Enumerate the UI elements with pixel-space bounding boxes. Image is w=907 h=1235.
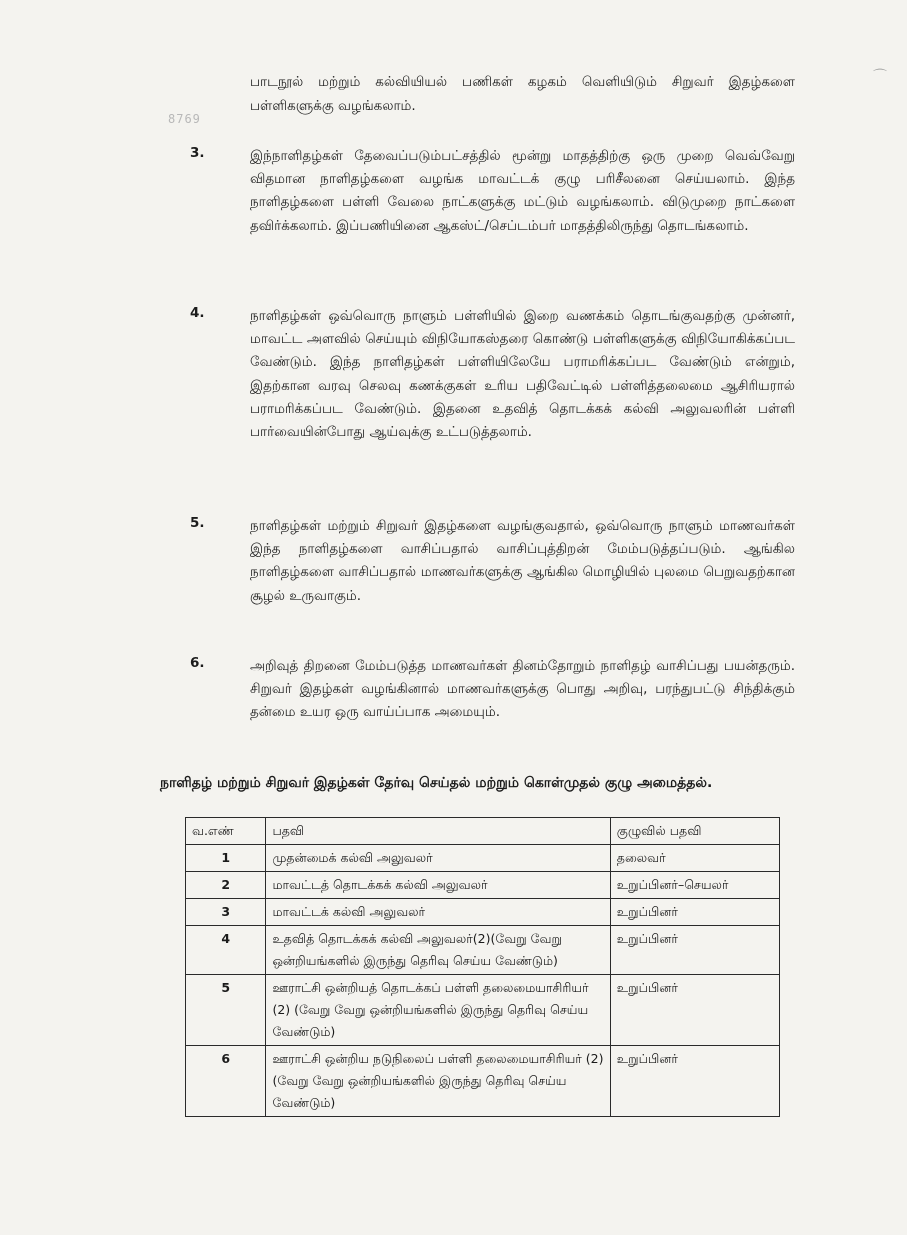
table-row	[186, 1046, 780, 1117]
table-header-row	[186, 818, 780, 845]
table-row	[186, 926, 780, 975]
margin-mark: ⌒	[873, 69, 887, 85]
cell-designation: மாவட்டத் தொடக்கக் கல்வி அலுவலர்	[266, 872, 610, 899]
header-designation: பதவி	[266, 818, 610, 845]
cell-committee-post: உறுப்பினர்	[610, 899, 779, 926]
item-number: 3.	[190, 145, 205, 161]
cell-serial: 6	[186, 1046, 266, 1117]
cell-designation: முதன்மைக் கல்வி அலுவலர்	[266, 845, 610, 872]
cell-designation: மாவட்டக் கல்வி அலுவலர்	[266, 899, 610, 926]
cell-serial: 1	[186, 845, 266, 872]
table-row	[186, 872, 780, 899]
item-text: நாளிதழ்கள் மற்றும் சிறுவர் இதழ்களை வழங்குவதால், ஒவ்வொரு நாளும் மாணவர்கள் இந்த நாளிதழ்களை வாசிப்பதால் வாசிப்புத்திறன் மேம்படுத்தப்படும். ஆங்கில நாளிதழ்களை வாசிப்பதால் மாணவர்களுக்கு ஆங்கில மொழியில் புலமை பெறுவதற்கான சூழல் உருவாகும்.	[250, 518, 795, 604]
section-heading: நாளிதழ் மற்றும் சிறுவர் இதழ்கள் தேர்வு செய்தல் மற்றும் கொள்முதல் குழு அமைத்தல்.	[160, 775, 713, 791]
header-committee-post: குழுவில் பதவி	[610, 818, 779, 845]
cell-committee-post: தலைவர்	[610, 845, 779, 872]
item-number: 4.	[190, 305, 205, 321]
faint-stamp: 8769	[168, 112, 201, 126]
cell-committee-post: உறுப்பினர்	[610, 926, 779, 975]
table-row	[186, 899, 780, 926]
committee-table	[185, 817, 780, 1117]
item-text: நாளிதழ்கள் ஒவ்வொரு நாளும் பள்ளியில் இறை வணக்கம் தொடங்குவதற்கு முன்னர், மாவட்ட அளவில் செய்யும் விநியோகஸ்தரை கொண்டு பள்ளிகளுக்கு விநியோகிக்கப்பட வேண்டும். இந்த நாளிதழ்கள் பள்ளியிலேயே பராமரிக்கப்பட வேண்டும் என்றும், இதற்கான வரவு செலவு கணக்குகள் உரிய பதிவேட்டில் பள்ளித்தலைமை ஆசிரியரால் பராமரிக்கப்பட வேண்டும். இதனை உதவித் தொடக்கக் கல்வி அலுவலரின் பள்ளி பார்வையின்போது ஆய்வுக்கு உட்படுத்தலாம்.	[250, 308, 795, 441]
item-number: 6.	[190, 655, 205, 671]
item-number: 5.	[190, 515, 205, 531]
cell-designation: ஊராட்சி ஒன்றிய நடுநிலைப் பள்ளி தலைமையாசிரியர் (2) (வேறு வேறு ஒன்றியங்களில் இருந்து தெரிவு செய்ய வேண்டும்)	[266, 1046, 610, 1117]
cell-committee-post: உறுப்பினர்	[610, 1046, 779, 1117]
table-row	[186, 845, 780, 872]
header-serial-number: வ.எண்	[186, 818, 266, 845]
cell-serial: 5	[186, 975, 266, 1046]
cell-serial: 4	[186, 926, 266, 975]
cell-serial: 2	[186, 872, 266, 899]
intro-paragraph: பாடநூல் மற்றும் கல்வியியல் பணிகள் கழகம் வெளியிடும் சிறுவர் இதழ்களை பள்ளிகளுக்கு வழங்கலாம்.	[250, 74, 795, 114]
cell-serial: 3	[186, 899, 266, 926]
cell-designation: ஊராட்சி ஒன்றியத் தொடக்கப் பள்ளி தலைமையாசிரியர் (2) (வேறு வேறு ஒன்றியங்களில் இருந்து தெரிவு செய்ய வேண்டும்)	[266, 975, 610, 1046]
table-row	[186, 975, 780, 1046]
cell-committee-post: உறுப்பினர்–செயலர்	[610, 872, 779, 899]
item-text: இந்நாளிதழ்கள் தேவைப்படும்பட்சத்தில் மூன்று மாதத்திற்கு ஒரு முறை வெவ்வேறு விதமான நாளிதழ்களை வழங்க மாவட்டக் குழு பரிசீலனை செய்யலாம். இந்த நாளிதழ்களை பள்ளி வேலை நாட்களுக்கு மட்டும் வழங்கலாம். விடுமுறை நாட்களை தவிர்க்கலாம். இப்பணியினை ஆகஸ்ட்/செப்டம்பர் மாதத்திலிருந்து தொடங்கலாம்.	[250, 148, 795, 234]
cell-committee-post: உறுப்பினர்	[610, 975, 779, 1046]
cell-designation: உதவித் தொடக்கக் கல்வி அலுவலர்(2)(வேறு வேறு ஒன்றியங்களில் இருந்து தெரிவு செய்ய வேண்டும்)	[266, 926, 610, 975]
item-text: அறிவுத் திறனை மேம்படுத்த மாணவர்கள் தினம்தோறும் நாளிதழ் வாசிப்பது பயன்தரும். சிறுவர் இதழ்கள் வழங்கினால் மாணவர்களுக்கு பொது அறிவு, பரந்துபட்டு சிந்திக்கும் தன்மை உயர ஒரு வாய்ப்பாக அமையும்.	[250, 658, 795, 721]
